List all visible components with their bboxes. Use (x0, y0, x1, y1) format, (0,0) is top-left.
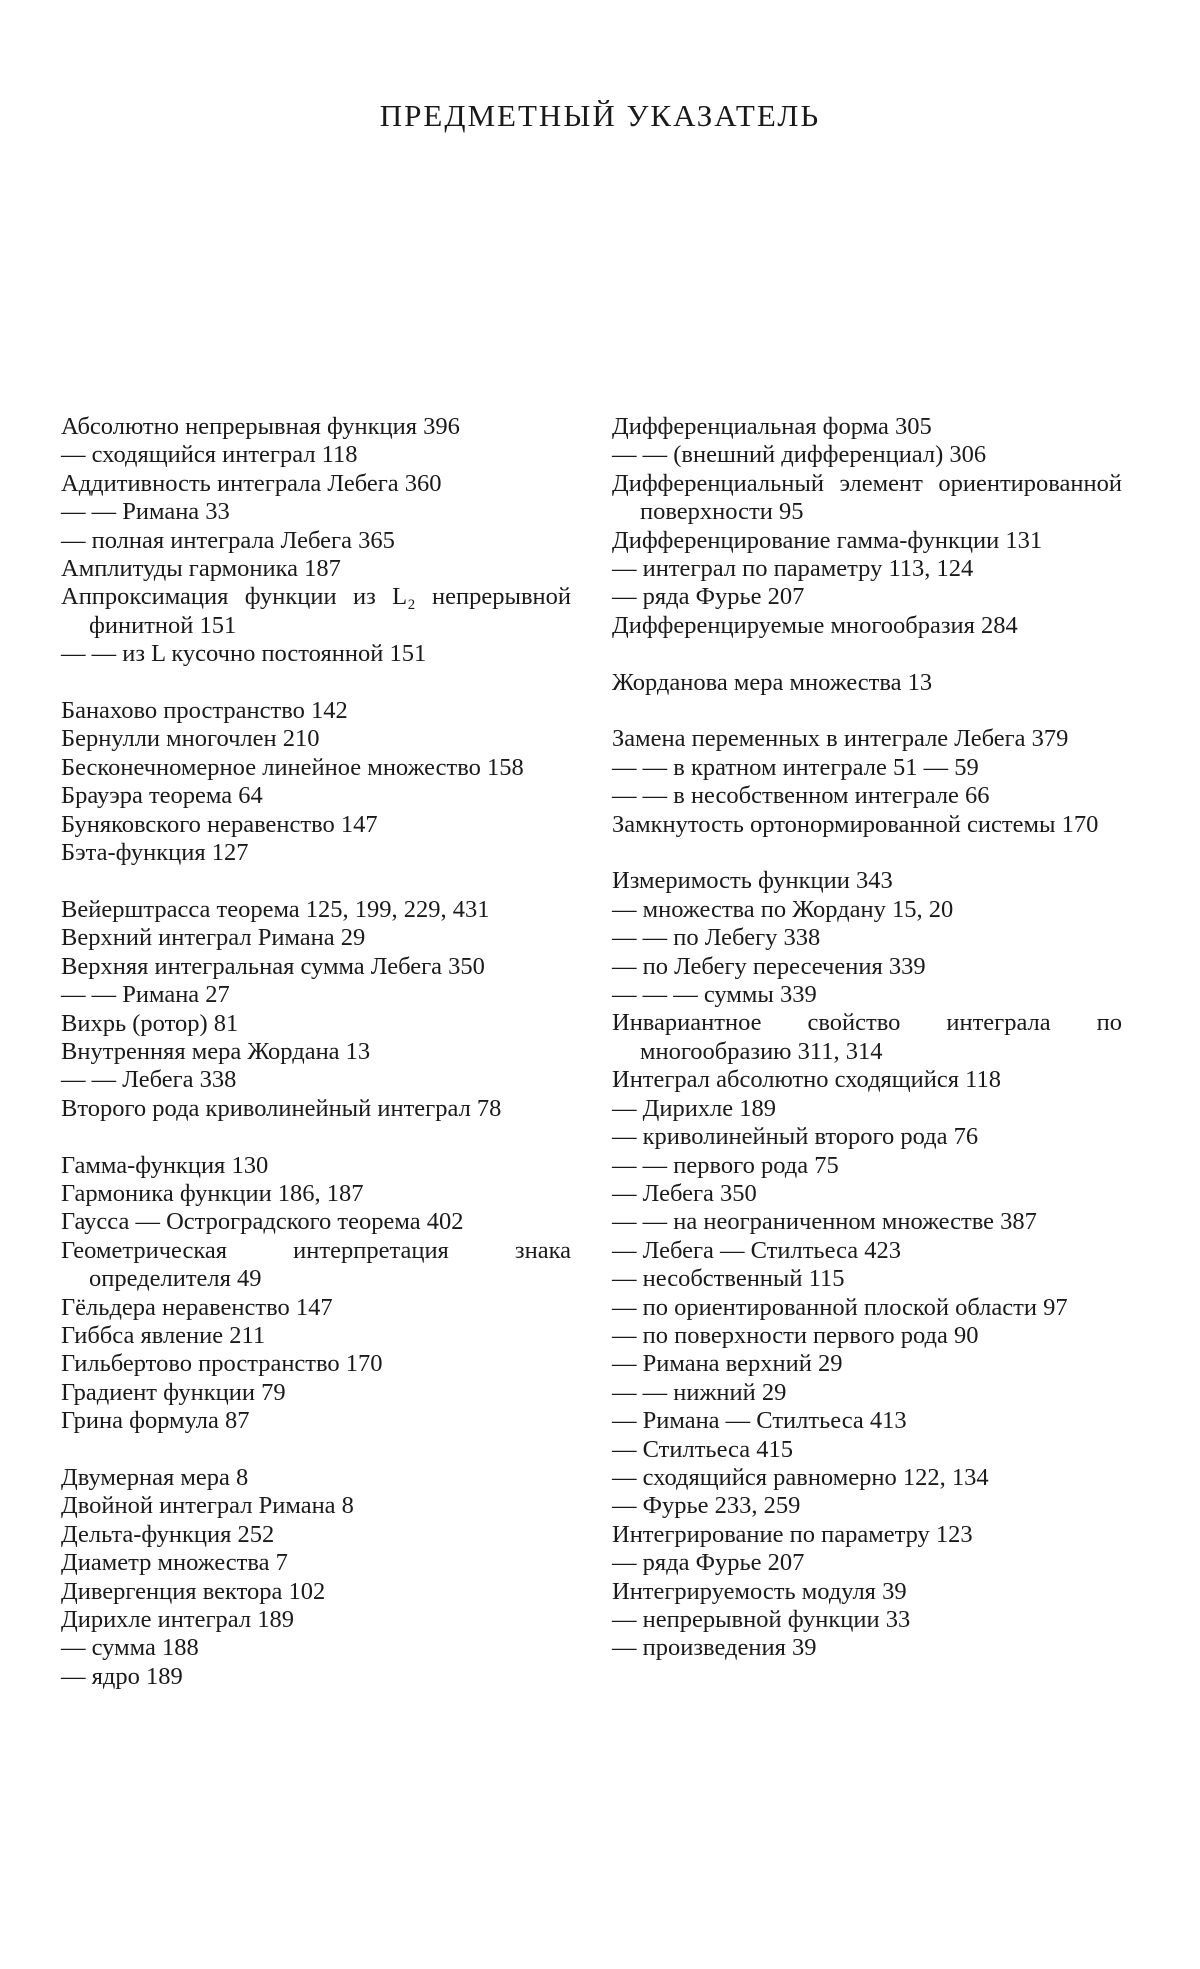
index-entry: Вихрь (ротор) 81 (61, 1009, 239, 1037)
index-entry: — Дирихле 189 (612, 1094, 777, 1122)
index-entry: — ядро 189 (61, 1662, 183, 1690)
index-entry: — Римана верхний 29 (612, 1350, 843, 1378)
index-entry: — сходящийся равномерно 122, 134 (612, 1463, 989, 1491)
index-entry: — множества по Жордану 15, 20 (612, 895, 954, 923)
section-gap (61, 1436, 571, 1464)
section-gap (612, 640, 1122, 668)
section-gap (61, 669, 571, 697)
index-entry: — ряда Фурье 207 (612, 583, 805, 611)
index-entry: Интегрирование по параметру 123 (612, 1520, 973, 1548)
index-column-left (61, 413, 571, 1691)
index-entry: — произведения 39 (612, 1634, 817, 1662)
index-entry: — — в несобственном интеграле 66 (612, 782, 990, 810)
index-entry: — сходящийся интеграл 118 (61, 441, 358, 469)
index-entry: — Лебега 350 (612, 1179, 757, 1207)
index-entry: Замена переменных в интеграле Лебега 379 (612, 725, 1069, 753)
index-entry: Интеграл абсолютно сходящийся 118 (612, 1066, 1002, 1094)
index-entry: — Фурье 233, 259 (612, 1492, 801, 1520)
index-entry: Бэта-функция 127 (61, 839, 249, 867)
index-entry: — — первого рода 75 (612, 1151, 839, 1179)
index-entry: Дивергенция вектора 102 (61, 1577, 326, 1605)
index-entry: Второго рода криволинейный интеграл 78 (61, 1094, 502, 1122)
index-entry: — — в кратном интеграле 51 — 59 (612, 753, 979, 781)
index-entry: — — Римана 27 (61, 981, 230, 1009)
index-entry: Буняковского неравенство 147 (61, 810, 378, 838)
section-gap (61, 867, 571, 895)
index-entry: — — Лебега 338 (61, 1066, 237, 1094)
index-entry: Дифференциальная форма 305 (612, 413, 932, 440)
index-entry: — — из L кусочно постоянной 151 (61, 640, 427, 668)
page-title: ПРЕДМЕТНЫЙ УКАЗАТЕЛЬ (379, 98, 821, 133)
index-column-right (612, 413, 1122, 1663)
index-entry: Бесконечномерное линейное множество 158 (61, 753, 524, 781)
index-entry: — интеграл по параметру 113, 124 (612, 555, 974, 583)
index-entry: — по поверхности первого рода 90 (612, 1321, 979, 1349)
index-entry: — непрерывной функции 33 (612, 1606, 911, 1634)
index-entry: — несобственный 115 (612, 1265, 845, 1293)
index-entry: Замкнутость ортонормированной системы 170 (612, 810, 1099, 838)
index-entry: Гиббса явление 211 (61, 1321, 266, 1349)
index-entry: Двумерная мера 8 (61, 1463, 249, 1491)
index-entry: Гамма-функция 130 (61, 1151, 269, 1179)
index-entry: Дифференцирование гамма-функции 131 (612, 526, 1043, 554)
index-entry: Аддитивность интеграла Лебега 360 (61, 469, 442, 497)
index-entry: — — нижний 29 (612, 1378, 787, 1406)
index-entry: Двойной интеграл Римана 8 (61, 1492, 354, 1520)
index-entry: Гаусса — Остроградского теорема 402 (61, 1208, 464, 1236)
index-entry: — Стилтьеса 415 (612, 1435, 793, 1463)
index-entry: Дельта-функция 252 (61, 1520, 275, 1548)
index-entry: Аппроксимация функции из L₂ непрерывной финитной 151 (61, 583, 571, 639)
index-entry: Бернулли многочлен 210 (61, 725, 320, 753)
index-entry: Гармоника функции 186, 187 (61, 1179, 364, 1207)
index-entry: Инвариантное свойство интеграла по многообразию 311, 314 (612, 1009, 1122, 1065)
index-entry: Дифференциальный элемент ориентированной поверхности 95 (612, 469, 1122, 526)
index-entry: — Римана — Стилтьеса 413 (612, 1407, 907, 1435)
index-entry: Диаметр множества 7 (61, 1549, 288, 1577)
index-entry: Дифференцируемые многообразия 284 (612, 611, 1018, 639)
index-entry: — по ориентированной плоской области 97 (612, 1293, 1068, 1321)
index-entry: — — Римана 33 (61, 498, 230, 526)
index-entry: Брауэра теорема 64 (61, 782, 263, 810)
index-entry: Амплитуды гармоника 187 (61, 555, 341, 583)
index-entry: — криволинейный второго рода 76 (612, 1123, 979, 1151)
index-entry: — полная интеграла Лебега 365 (61, 526, 395, 554)
index-entry: — — — суммы 339 (612, 981, 817, 1009)
index-entry: Интегрируемость модуля 39 (612, 1577, 907, 1605)
index-entry: Измеримость функции 343 (612, 867, 893, 895)
section-gap (61, 1123, 571, 1151)
section-gap (612, 697, 1122, 725)
index-entry: Дирихле интеграл 189 (61, 1606, 294, 1633)
index-entry: — ряда Фурье 207 (612, 1549, 805, 1577)
index-entry: — сумма 188 (61, 1634, 199, 1662)
index-entry: — — (внешний дифференциал) 306 (612, 441, 987, 469)
index-entry: Гильбертово пространство 170 (61, 1350, 383, 1378)
index-entry: Вейерштрасса теорема 125, 199, 229, 431 (61, 895, 490, 923)
index-entry: — Лебега — Стилтьеса 423 (612, 1236, 901, 1264)
index-entry: Абсолютно непрерывная функция 396 (61, 413, 460, 440)
index-entry: — по Лебегу пересечения 339 (612, 952, 926, 980)
section-gap (612, 839, 1122, 867)
index-entry: Внутренняя мера Жордана 13 (61, 1037, 371, 1065)
index-entry: Верхняя интегральная сумма Лебега 350 (61, 952, 485, 980)
index-entry: Гёльдера неравенство 147 (61, 1293, 333, 1321)
index-entry: Градиент функции 79 (61, 1378, 286, 1406)
index-entry: — — по Лебегу 338 (612, 924, 821, 952)
index-entry: Жорданова мера множества 13 (612, 668, 933, 696)
index-entry: Геометрическая интерпретация знака определителя 49 (61, 1236, 571, 1293)
index-entry: Верхний интеграл Римана 29 (61, 924, 366, 952)
index-entry: — — на неограниченном множестве 387 (612, 1208, 1037, 1236)
index-entry: Грина формула 87 (61, 1407, 250, 1435)
index-entry: Банахово пространство 142 (61, 697, 348, 725)
